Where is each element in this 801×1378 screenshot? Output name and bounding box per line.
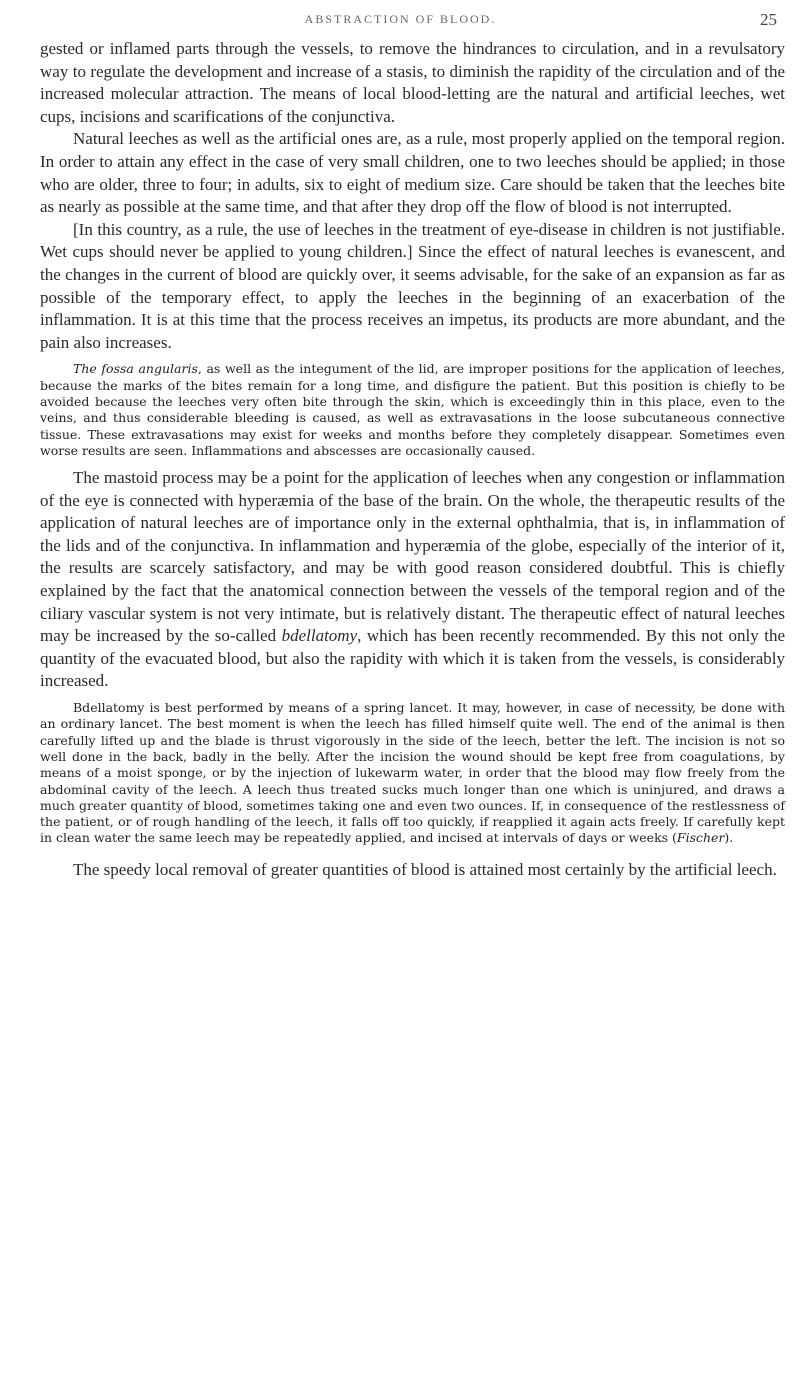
running-head bbox=[0, 10, 801, 32]
paragraph-continued: gested or inflamed parts through the vessels, to remove the hindrances to circulation, and in a revulsatory way to regulate the development and increase of a stasis, to diminish the rapidity of the circulation and of the increased molecular attraction. The means of local blood-letting are the natural and artificial leeches, wet cups, incisions and scarifications of the conjunctiva. bbox=[40, 39, 785, 126]
paragraph-natural-leeches: Natural leeches as well as the artificial ones are, as a rule, most properly applied on the temporal region. In order to attain any effect in the case of very small children, one to two leeches should be applied; in those who are older, three to four; in adults, six to eight of medium size. Care should be taken that the leeches bite as nearly as possible at the same time, and that after they drop off the flow of blood is not interrupted. bbox=[40, 129, 785, 217]
page-body bbox=[40, 38, 785, 881]
note-bdellatomy-end: ). bbox=[724, 830, 734, 846]
citation-fischer: Fischer bbox=[676, 830, 725, 846]
mastoid-text-a: The mastoid process may be a point for the application of leeches when any congestion or inflammation of the eye is connected with hyperæmia of the base of the brain. On the whole, the therapeutic results of the application of natural leeches are of importance only in the external ophthalmia, that is, in inflammation of the lids and of the conjunctiva. In inflammation and hyperæmia of the globe, especially of the interior of it, the results are scarcely satisfactory, and may be with good reason considered doubtful. This is chiefly explained by the fact that the anatomical connection between the vessels of the temporal region and of the ciliary vascular system is not very intimate, but is relatively distant. The therapeutic effect of natural leeches may be increased by the so-called bbox=[40, 468, 785, 646]
emphasis-fossa-angularis: The fossa angularis bbox=[73, 361, 198, 377]
emphasis-bdellatomy: bdellatomy bbox=[281, 626, 358, 646]
mastoid-text-b: , which has been recently recommended. By this not only the quantity of the evacuated blood, but also the rapidity with which it is taken from the vessels, is considerably increased. bbox=[40, 626, 785, 691]
small-print-note-fossa-angularis bbox=[40, 361, 785, 459]
paragraph-speedy-removal: The speedy local removal of greater quantities of blood is attained most certainly by the artificial leech. bbox=[73, 859, 777, 879]
paragraph-mastoid-process bbox=[40, 467, 785, 693]
paragraph-bracketed-note: [In this country, as a rule, the use of leeches in the treatment of eye-disease in children is not justifiable. Wet cups should never be applied to young children.] Since the effect of natural leeches is evanescent, and the changes in the current of blood are quickly over, it seems advisable, for the sake of an expansion as far as possible of the temporary effect, to apply the leeches in the beginning of an exacerbation of the inflammation. It is at this time that the process receives an impetus, its products are more abundant, and the pain also increases. bbox=[40, 219, 785, 352]
small-print-note-bdellatomy bbox=[40, 700, 785, 847]
page-number: 25 bbox=[760, 10, 777, 29]
note-fossa-text: , as well as the integument of the lid, are improper positions for the application of leeches, because the marks of the bites remain for a long time, and disfigure the patient. But this position is chiefly to be avoided because the leeches very often bite through the skin, which is exceedingly thin in this place, even to the veins, and thus considerable bleeding is caused, as well as extravasations in the loose subcutaneous connective tissue. These extravasations may exist for weeks and months before they completely disappear. Sometimes even worse results are seen. Inflammations and abscesses are occasionally caused. bbox=[40, 361, 785, 458]
note-bdellatomy-text: Bdellatomy is best performed by means of a spring lancet. It may, however, in case of necessity, be done with an ordinary lancet. The best moment is when the leech has filled himself quite well. The end of the animal is then carefully lifted up and the blade is thrust vigorously in the side of the leech, better the left. The incision is not so well done in the back, badly in the belly. After the incision the wound should be kept free from coagulations, by means of a moist sponge, or by the injection of lukewarm water, in order that the blood may flow freely from the abdominal cavity of the leech. A leech thus treated sucks much longer than one which is uninjured, and draws a much greater quantity of blood, sometimes taking one and even two ounces. If, in consequence of the restlessness of the patient, or of rough handling of the leech, it falls off too quickly, if reapplied it again acts freely. If carefully kept in clean water the same leech may be repeatedly applied, and incised at intervals of days or weeks ( bbox=[40, 700, 785, 846]
running-head-title: ABSTRACTION OF BLOOD. bbox=[304, 12, 497, 26]
